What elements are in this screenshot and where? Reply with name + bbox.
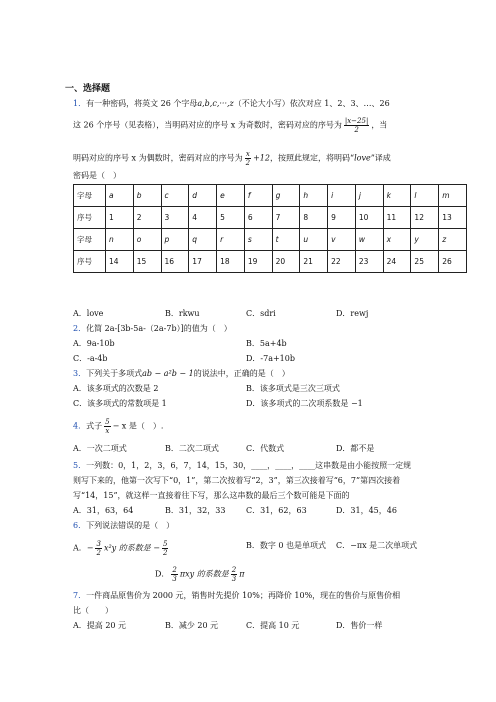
table-cell: r	[217, 229, 245, 251]
table-cell: w	[355, 229, 383, 251]
q7-option-d: D．售价一样	[336, 621, 383, 630]
q4-stem	[73, 418, 163, 435]
table-cell: 24	[383, 251, 411, 273]
q2-option-a: A．9a-10b	[73, 339, 115, 348]
q3-option-a: A．该多项式的次数是 2	[73, 384, 159, 393]
table-cell: 12	[411, 207, 439, 229]
q4-option-b: B．二次二项式	[165, 444, 219, 453]
section-title: 一、选择题	[65, 84, 111, 94]
q6-option-d-mid: πxy 的系数是	[179, 569, 229, 579]
table-cell: c	[161, 185, 189, 207]
q6-d-denominator: 3	[172, 575, 177, 583]
q3-stem	[73, 368, 290, 379]
q3-expression: ab − a²b − 1	[142, 369, 194, 378]
q3-option-c: C．该多项式的常数项是 1	[73, 399, 167, 408]
table-cell: 1	[106, 207, 134, 229]
q1-line3-pre: 明码对应的序号 x 为偶数时，密码对应的序号为	[73, 153, 243, 163]
q2-number: 2．	[73, 324, 87, 333]
q4-denominator: x	[105, 427, 110, 435]
q6-option-d-fraction2	[231, 566, 237, 583]
q1-option-b: B．rkwu	[165, 309, 200, 318]
q1-letters: a,b,c,···,z	[197, 99, 234, 108]
q4-number: 4．	[73, 421, 87, 431]
q1-even-fraction	[245, 150, 251, 167]
table-cell: i	[328, 185, 356, 207]
table-cell: h	[300, 185, 328, 207]
q6-a-numerator: 3	[96, 540, 101, 548]
table-row-head: 序号	[74, 251, 106, 273]
table-cell: 19	[244, 251, 272, 273]
q4-option-a: A．一次二项式	[73, 444, 127, 453]
q5-number: 5．	[73, 461, 87, 470]
table-row-head: 字母	[74, 185, 106, 207]
table-cell: 7	[272, 207, 300, 229]
table-cell: x	[383, 229, 411, 251]
table-cell: 14	[106, 251, 134, 273]
q1-line4: 密码是（ ）	[73, 171, 121, 180]
table-cell: p	[161, 229, 189, 251]
table-cell: k	[383, 185, 411, 207]
q3-pre: 下列关于多项式	[86, 369, 143, 378]
q1-line3	[73, 150, 391, 167]
q2-option-d: D．-7a+10b	[246, 354, 295, 363]
q4-option-d: D．都不是	[336, 444, 375, 453]
q6-option-c: C．−πx 是二次单项式	[336, 541, 418, 550]
table-cell: o	[133, 229, 161, 251]
q6-option-d-post: π	[239, 569, 245, 579]
q5-line2: 则写下来的，他第一次写下“0，1”，第二次按着写“2，3”，第三次接着写“6，7”第四次接着	[73, 476, 401, 485]
q5-line1	[73, 460, 411, 471]
table-cell: g	[272, 185, 300, 207]
table-cell: 9	[328, 207, 356, 229]
table-cell: 3	[161, 207, 189, 229]
q6-option-a-pre: A．−	[73, 543, 94, 553]
q6-number: 6．	[73, 521, 87, 530]
q7-line2: 比（ ）	[73, 606, 113, 615]
q1-line1-pre: 有一种密码，将英文 26 个字母	[86, 99, 198, 108]
table-row	[74, 251, 467, 273]
table-cell: z	[439, 229, 467, 251]
table-cell: e	[217, 185, 245, 207]
table-cell: 26	[439, 251, 467, 273]
q6-option-d-fraction	[171, 566, 177, 583]
q2-option-c: C．-a-4b	[73, 354, 108, 363]
table-cell: 16	[161, 251, 189, 273]
table-cell: s	[244, 229, 272, 251]
q7-line1-text: 一件商品原售价为 2000 元，销售时先提价 10%；再降价 10%，现在的售价与原售价相	[86, 591, 401, 600]
table-cell: f	[244, 185, 272, 207]
q3-number: 3．	[73, 369, 87, 378]
q4-numerator: 5	[105, 418, 110, 426]
table-cell: 22	[328, 251, 356, 273]
q5-option-b: B．31，32，33	[165, 506, 226, 515]
q4-fraction	[104, 418, 110, 435]
q4-pre: 式子	[86, 421, 103, 431]
q1-odd-fraction	[344, 117, 369, 134]
q7-option-b: B．减少 20 元	[165, 621, 219, 630]
table-cell: l	[411, 185, 439, 207]
table-cell: 8	[300, 207, 328, 229]
table-cell: 21	[300, 251, 328, 273]
q1-line3-mid: ，按照此规定，将明码“	[269, 153, 355, 163]
q6-a-denominator2: 2	[162, 549, 168, 557]
q1-odd-denominator: 2	[354, 126, 359, 134]
q2-text: 化简 2a-[3b-5a-（2a-7b）]的值为（ ）	[86, 324, 232, 333]
q6-a-denominator: 2	[96, 549, 101, 557]
q6-a-numerator2: 5	[162, 540, 168, 548]
q3-option-d: D．该多项式的二次项系数是 −1	[246, 399, 363, 408]
q7-option-a: A．提高 20 元	[73, 621, 127, 630]
table-cell: 25	[411, 251, 439, 273]
table-row	[74, 229, 467, 251]
q1-option-a: A．love	[73, 309, 104, 318]
table-cell: 18	[217, 251, 245, 273]
table-cell: j	[355, 185, 383, 207]
table-cell: n	[106, 229, 134, 251]
letter-number-table	[73, 184, 467, 273]
table-cell: y	[411, 229, 439, 251]
q1-even-numerator: x	[245, 150, 250, 158]
table-cell: 15	[133, 251, 161, 273]
q1-line2	[73, 117, 387, 134]
q6-option-a-fraction	[95, 540, 101, 557]
q7-number: 7．	[73, 591, 87, 600]
q1-line1	[73, 98, 390, 109]
q6-option-a-fraction2	[162, 540, 168, 557]
table-cell: 11	[383, 207, 411, 229]
q7-line1	[73, 590, 400, 601]
q5-line3: 写“14，15”，就这样一直接着往下写，那么这串数的最后三个数可能是下面的	[73, 491, 350, 500]
q5-option-a: A．31，63，64	[73, 506, 134, 515]
q6-d-numerator2: 2	[231, 566, 237, 574]
q6-option-d-pre: D．	[155, 569, 170, 579]
table-row-head: 字母	[74, 229, 106, 251]
q1-word: love	[354, 153, 371, 163]
q4-post: − x 是（ ）.	[112, 421, 164, 431]
table-cell: v	[328, 229, 356, 251]
q1-option-c: C．sdri	[246, 309, 276, 318]
q6-option-a	[73, 540, 170, 557]
q1-line3-post: ”译成	[370, 153, 391, 163]
q2-option-b: B．5a+4b	[246, 339, 287, 348]
table-cell: 10	[355, 207, 383, 229]
table-cell: m	[439, 185, 467, 207]
q1-odd-numerator: |x−25|	[344, 117, 369, 125]
table-cell: u	[300, 229, 328, 251]
q5-option-d: D．31，45，46	[336, 506, 397, 515]
q1-even-plus: +12	[253, 153, 270, 163]
q3-option-b: B．该多项式是三次三项式	[246, 384, 340, 393]
q6-option-a-mid: x²y 的系数是 −	[103, 543, 160, 553]
table-cell: q	[189, 229, 217, 251]
q6-text: 下列说法错误的是（ ）	[86, 521, 175, 530]
q1-line2-pre: 这 26 个序号（见表格），当明码对应的序号 x 为奇数时，密码对应的序号为	[73, 120, 342, 130]
table-cell: t	[272, 229, 300, 251]
table-row	[74, 207, 467, 229]
table-row-head: 序号	[74, 207, 106, 229]
table-cell: a	[106, 185, 134, 207]
table-cell: 4	[189, 207, 217, 229]
table-cell: 23	[355, 251, 383, 273]
q4-option-c: C．代数式	[246, 444, 285, 453]
table-cell: 5	[217, 207, 245, 229]
q1-line1-post: （不论大小写）依次对应 1、2、3、…、26	[233, 99, 390, 108]
q1-option-d: D．rewj	[336, 309, 369, 318]
q6-d-numerator: 2	[172, 566, 177, 574]
q5-line1-text: 一列数：0，1，2，3，6，7，14，15，30，____，____，____这串数是由小能按照一定规	[86, 461, 412, 470]
q6-d-denominator2: 3	[231, 575, 237, 583]
table-cell: 2	[133, 207, 161, 229]
q6-option-d	[155, 566, 244, 583]
table-cell: 20	[272, 251, 300, 273]
q2-stem	[73, 323, 232, 334]
q1-line2-post: ，当	[371, 120, 388, 130]
q6-option-b: B．数字 0 也是单项式	[246, 541, 327, 550]
table-cell: b	[133, 185, 161, 207]
table-cell: 6	[244, 207, 272, 229]
table-cell: 13	[439, 207, 467, 229]
q7-option-c: C．提高 10 元	[246, 621, 300, 630]
q6-stem	[73, 520, 174, 531]
table-cell: d	[189, 185, 217, 207]
q1-even-denominator: 2	[245, 159, 251, 167]
table-cell: 17	[189, 251, 217, 273]
q5-option-c: C．31，62，63	[246, 506, 307, 515]
table-row	[74, 185, 467, 207]
q1-number: 1．	[73, 99, 87, 108]
q3-post: 的说法中，正确的是（ ）	[193, 369, 290, 378]
